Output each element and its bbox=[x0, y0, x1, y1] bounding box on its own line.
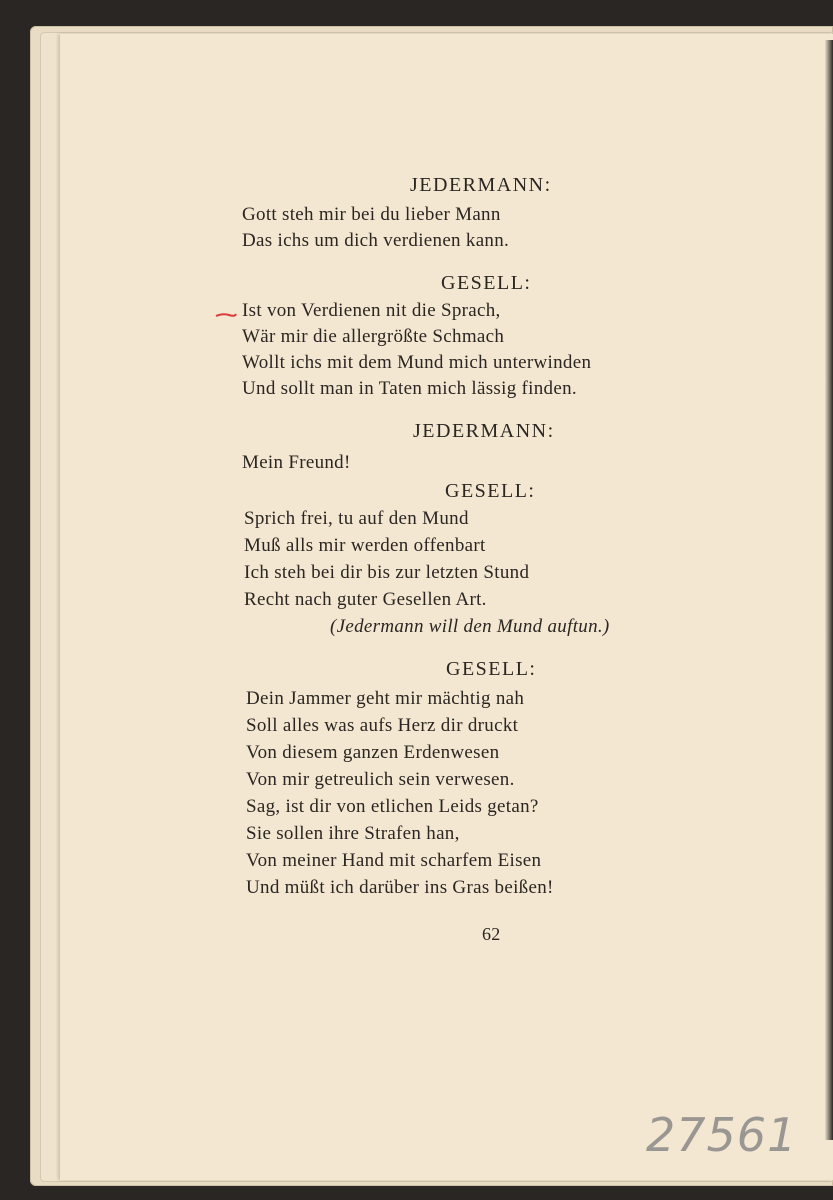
verse-line: Sie sollen ihre Strafen han, bbox=[246, 823, 460, 844]
book-gutter bbox=[825, 40, 833, 1140]
verse-line: Muß alls mir werden offenbart bbox=[244, 535, 486, 556]
verse-line: Wollt ichs mit dem Mund mich unterwinden bbox=[242, 352, 592, 373]
speaker-jedermann: JEDERMANN: bbox=[413, 420, 555, 442]
verse-line: Von diesem ganzen Erdenwesen bbox=[246, 742, 500, 763]
verse-line: Soll alles was aufs Herz dir druckt bbox=[246, 715, 519, 736]
verse-line: Von mir getreulich sein verwesen. bbox=[246, 769, 515, 790]
verse-line: Gott steh mir bei du lieber Mann bbox=[242, 204, 501, 225]
stage-direction: (Jedermann will den Mund auftun.) bbox=[330, 616, 610, 637]
verse-line: Ich steh bei dir bis zur letzten Stund bbox=[244, 562, 530, 583]
verse-line: Mein Freund! bbox=[242, 452, 351, 473]
verse-line: Und müßt ich darüber ins Gras beißen! bbox=[246, 877, 554, 898]
speaker-jedermann: JEDERMANN: bbox=[410, 174, 552, 196]
verse-line: Sprich frei, tu auf den Mund bbox=[244, 508, 469, 529]
verse-line: Dein Jammer geht mir mächtig nah bbox=[246, 688, 525, 709]
page-number: 62 bbox=[482, 924, 501, 944]
verse-line: Das ichs um dich verdienen kann. bbox=[242, 230, 510, 251]
verse-line: Sag, ist dir von etlichen Leids getan? bbox=[246, 796, 539, 817]
verse-line: Von meiner Hand mit scharfem Eisen bbox=[246, 850, 542, 871]
speaker-gesell: GESELL: bbox=[445, 480, 536, 502]
verse-line: Recht nach guter Gesellen Art. bbox=[244, 589, 487, 610]
speaker-gesell: GESELL: bbox=[441, 272, 532, 294]
archive-number: 27561 bbox=[646, 1108, 798, 1162]
speaker-gesell: GESELL: bbox=[446, 658, 537, 680]
red-pencil-mark bbox=[215, 312, 237, 318]
verse-line: Ist von Verdienen nit die Sprach, bbox=[242, 300, 501, 321]
verse-line: Wär mir die allergrößte Schmach bbox=[242, 326, 505, 347]
verse-line: Und sollt man in Taten mich lässig finden. bbox=[242, 378, 577, 399]
